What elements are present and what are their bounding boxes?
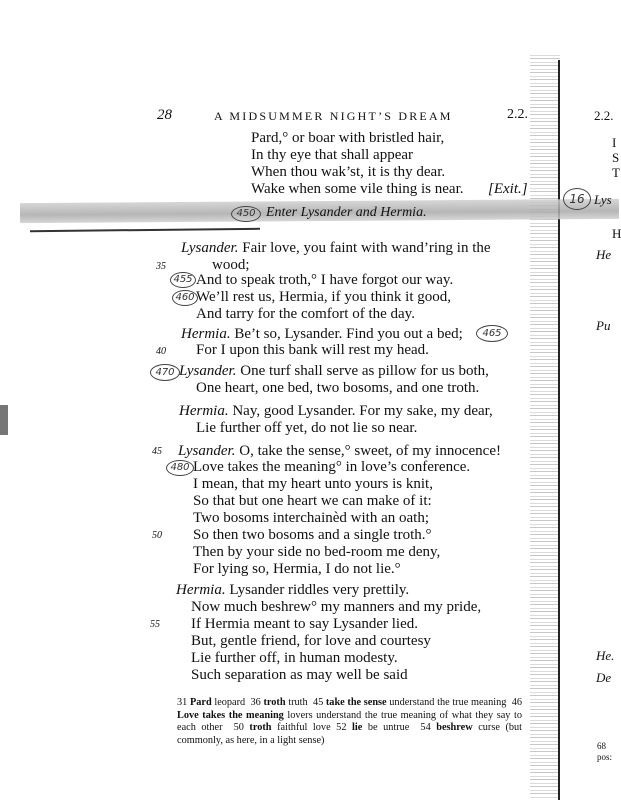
- facing-page-fragment: 68: [597, 741, 606, 751]
- speech-line: But, gentle friend, for love and courtesy: [191, 633, 431, 649]
- speech-text: Lysander riddles very prettily.: [229, 582, 410, 598]
- speech-line: Such separation as may well be said: [191, 667, 408, 683]
- speech-text: One turf shall serve as pillow for us both,: [240, 363, 489, 379]
- speech-line: So that but one heart we can make of it:: [193, 493, 432, 509]
- speaker-name: Lysander.: [181, 240, 239, 256]
- speech-line: [178, 443, 501, 460]
- speaker-name: Hermia.: [181, 326, 231, 342]
- facing-page-fragment: I: [612, 135, 617, 150]
- facing-page-fragment: He: [596, 247, 612, 262]
- speaker-name: Hermia.: [179, 403, 229, 419]
- facing-page-fragment: De: [596, 670, 612, 685]
- margin-annotation: 450: [231, 206, 261, 222]
- speech-line: Then by your side no bed-room me deny,: [193, 544, 441, 560]
- speech-line: Lie further off yet, do not lie so near.: [196, 420, 418, 436]
- facing-page-fragment: H: [612, 226, 621, 241]
- margin-annotation: 470: [150, 364, 180, 381]
- speech-line: For I upon this bank will rest my head.: [196, 342, 429, 358]
- page-edge: [558, 60, 560, 800]
- speech-line: If Hermia meant to say Lysander lied.: [191, 616, 419, 632]
- speech-text: Nay, good Lysander. For my sake, my dear,: [232, 403, 493, 419]
- facing-page-fragment: He.: [596, 648, 615, 663]
- speech-line: [179, 403, 493, 420]
- exit-direction: [Exit.]: [488, 181, 528, 197]
- verse-line: When thou wak’st, it is thy dear.: [251, 164, 446, 180]
- footnote: 36 troth truth: [250, 697, 308, 708]
- speech-text: Be’t so, Lysander. Find you out a bed;: [234, 326, 463, 342]
- speech-line: One heart, one bed, two bosoms, and one troth.: [196, 380, 480, 396]
- line-number: 50: [152, 530, 162, 541]
- stage-direction: Enter Lysander and Hermia.: [266, 205, 427, 220]
- speech-line: Love takes the meaning° in love’s conference.: [193, 459, 471, 475]
- speaker-name: Hermia.: [176, 582, 226, 598]
- line-number: 35: [156, 261, 166, 272]
- line-number: 40: [156, 346, 166, 357]
- facing-page-fragment: Pu: [596, 318, 611, 333]
- speech-line: And tarry for the comfort of the day.: [196, 306, 415, 322]
- speech-line: [176, 582, 409, 599]
- speech-line: So then two bosoms and a single troth.°: [193, 527, 432, 543]
- line-number: 45: [152, 446, 162, 457]
- speech-line: Now much beshrew° my manners and my pride,: [191, 599, 482, 615]
- verse-line: Pard,° or boar with bristled hair,: [251, 130, 445, 146]
- page-number: 28: [157, 107, 172, 123]
- speech-line: [181, 240, 491, 257]
- pen-underline: [30, 228, 260, 232]
- scan-artifact: [0, 405, 8, 435]
- speech-line: Two bosoms interchainèd with an oath;: [193, 510, 429, 526]
- speaker-name: Lysander.: [178, 443, 236, 459]
- running-title: A MIDSUMMER NIGHT’S DREAM: [214, 109, 453, 123]
- margin-annotation: 460: [172, 290, 198, 306]
- speech-line: Lie further off, in human modesty.: [191, 650, 398, 666]
- act-scene-label: 2.2.: [507, 107, 528, 122]
- footnote: 52 lie be untrue: [336, 722, 410, 733]
- margin-annotation: 465: [476, 325, 508, 342]
- binding-shadow: [530, 55, 560, 800]
- speech-line: wood;: [212, 257, 250, 273]
- margin-annotation: 16: [563, 188, 591, 210]
- margin-annotation: 480: [166, 460, 194, 476]
- facing-page-header: 2.2.: [594, 108, 614, 123]
- speech-text: O, take the sense,° sweet, of my innocence!: [239, 443, 501, 459]
- facing-page-fragment: S: [612, 150, 620, 165]
- verse-line: In thy eye that shall appear: [251, 147, 414, 163]
- facing-page-fragment: Lys: [594, 192, 612, 207]
- page-header: [0, 107, 540, 127]
- speech-line: [181, 326, 463, 343]
- verse-line: Wake when some vile thing is near.: [251, 181, 464, 197]
- speech-text: Fair love, you faint with wand’ring in the: [242, 240, 491, 256]
- footnote: 50 troth faithful love: [233, 722, 331, 733]
- facing-page-fragment: T: [612, 165, 620, 180]
- facing-page-fragment: pos:: [597, 752, 613, 762]
- speech-line: [179, 363, 489, 380]
- speaker-name: Lysander.: [179, 363, 237, 379]
- margin-annotation: 455: [170, 272, 196, 288]
- footnote: 54 beshrew curse (but commonly, as here, in a light sense): [177, 722, 523, 746]
- footnote: 31 Pard leopard: [177, 697, 246, 708]
- speech-line: I mean, that my heart unto yours is knit,: [193, 476, 433, 492]
- speech-line: And to speak troth,° I have forgot our way.: [196, 272, 454, 288]
- footnote: 46 Love takes the meaning lovers understand the true meaning of what they say to each other: [177, 697, 522, 733]
- speech-line: We’ll rest us, Hermia, if you think it good,: [196, 289, 451, 305]
- footnotes: [177, 697, 522, 747]
- footnote: 45 take the sense understand the true meaning: [312, 697, 507, 708]
- line-number: 55: [150, 619, 160, 630]
- speech-line: For lying so, Hermia, I do not lie.°: [193, 561, 401, 577]
